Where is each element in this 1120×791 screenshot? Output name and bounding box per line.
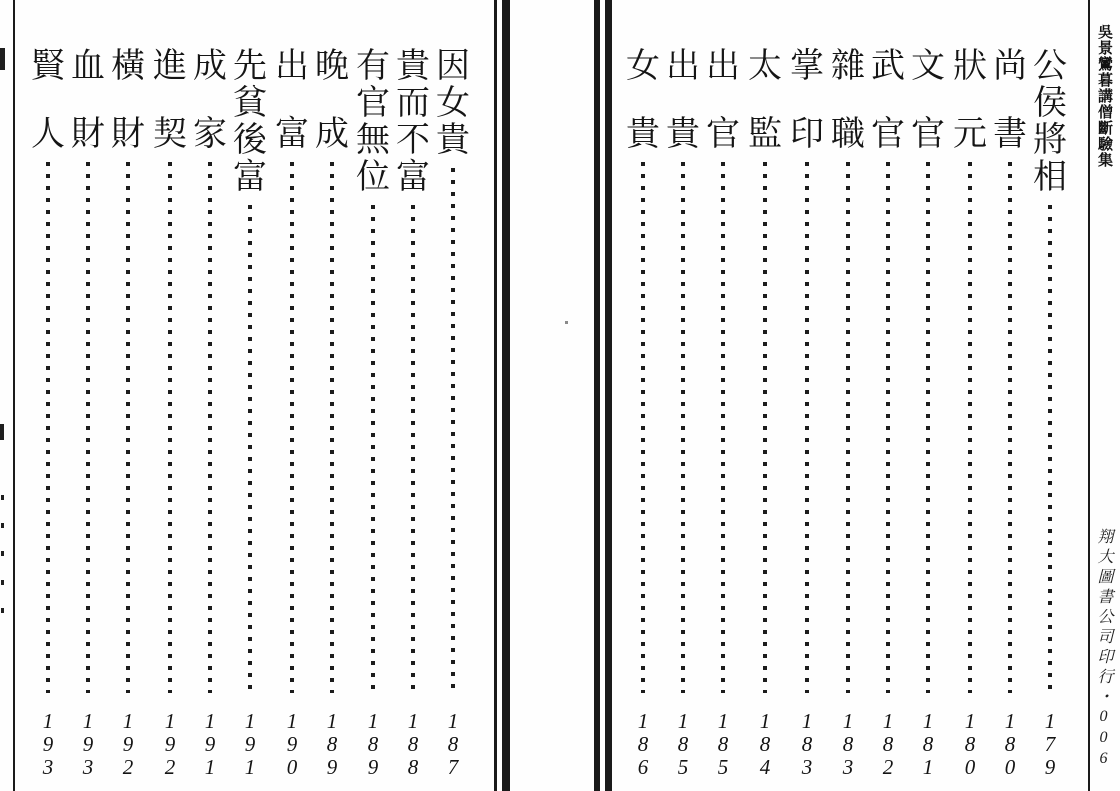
toc-entry-title [704, 48, 742, 153]
page-number-digit: 1 [1004, 709, 1016, 733]
toc-entry-title [788, 48, 826, 153]
toc-title-char: 貴 [666, 116, 700, 153]
page-number [327, 699, 338, 785]
toc-title-char: 元 [953, 116, 987, 153]
dotted-leader [411, 205, 415, 693]
dotted-leader [968, 162, 972, 693]
toc-title-char: 富 [233, 159, 267, 196]
toc-title-char: 晚 [315, 48, 349, 85]
toc-title-char: 人 [31, 116, 65, 153]
page-number-digit: 8 [367, 732, 379, 756]
page-number-digit: 0 [286, 755, 298, 779]
dotted-leader [721, 162, 725, 693]
toc-entry-title [909, 48, 947, 153]
page-number-digit: 7 [1044, 732, 1056, 756]
toc-entry-title [151, 48, 189, 153]
page-number [923, 699, 934, 785]
toc-title-char: 後 [233, 122, 267, 159]
toc-title-char: 家 [193, 116, 227, 153]
page-edge-fragment [1, 523, 4, 528]
page-number-digit: 8 [964, 732, 976, 756]
dotted-leader [805, 162, 809, 693]
page-number-digit: 9 [286, 732, 298, 756]
page-number-digit: 8 [407, 755, 419, 779]
toc-title-char: 雜 [831, 48, 865, 85]
toc-title-char: 先 [233, 48, 267, 85]
toc-entry-title [991, 48, 1029, 153]
page-number-digit: 8 [326, 732, 338, 756]
dotted-leader [290, 162, 294, 693]
page-number-digit: 0 [1004, 755, 1016, 779]
toc-entry-left-5 [231, 48, 269, 785]
toc-entry-title [434, 48, 472, 159]
page-number-digit: 9 [204, 732, 216, 756]
toc-title-char: 因 [436, 48, 470, 85]
page-edge-fragment [0, 48, 5, 70]
gutter-speck [565, 321, 568, 324]
toc-entry-title [231, 48, 269, 196]
page-number [883, 699, 894, 785]
page-number-digit: 7 [447, 755, 459, 779]
toc-title-char: 官 [706, 116, 740, 153]
page-number-digit: 1 [326, 709, 338, 733]
toc-title-char: 出 [666, 48, 700, 85]
page-number-digit: 9 [1044, 755, 1056, 779]
toc-entry-left-9 [69, 48, 107, 785]
toc-title-char: 女 [626, 48, 660, 85]
toc-entry-title [29, 48, 67, 153]
toc-title-char: 富 [396, 159, 430, 196]
toc-entry-title [829, 48, 867, 153]
page-number-digit: 1 [637, 709, 649, 733]
page-number-digit: 8 [717, 732, 729, 756]
toc-entry-right-8 [704, 48, 742, 785]
toc-entry-left-3 [313, 48, 351, 785]
page-number [408, 699, 419, 785]
dotted-leader [248, 205, 252, 693]
page-number [448, 699, 459, 785]
dotted-leader [126, 162, 130, 693]
page-number-digit: 1 [882, 709, 894, 733]
toc-entry-left-7 [151, 48, 189, 785]
dotted-leader [86, 162, 90, 693]
toc-entry-right-0 [1031, 48, 1069, 785]
toc-title-char: 出 [706, 48, 740, 85]
right-margin-rule [1088, 0, 1090, 791]
toc-title-char: 進 [153, 48, 187, 85]
toc-entry-right-1 [991, 48, 1029, 785]
page-number-digit: 1 [964, 709, 976, 733]
page-number [678, 699, 689, 785]
toc-title-char: 賢 [31, 48, 65, 85]
toc-entry-left-8 [109, 48, 147, 785]
page-number-digit: 1 [717, 709, 729, 733]
toc-entry-left-6 [191, 48, 229, 785]
left-edge-rule [13, 0, 15, 791]
toc-title-char: 貴 [626, 116, 660, 153]
page-number-digit: 2 [122, 755, 134, 779]
page-number-digit: 1 [204, 755, 216, 779]
toc-entry-right-5 [829, 48, 867, 785]
toc-title-char: 狀 [953, 48, 987, 85]
page-number [83, 699, 94, 785]
page-number [205, 699, 216, 785]
page-number-digit: 1 [922, 755, 934, 779]
page-number-digit: 3 [801, 755, 813, 779]
toc-entry-left-0 [434, 48, 472, 785]
page-number-digit: 8 [882, 732, 894, 756]
page-number-digit: 3 [42, 755, 54, 779]
page-number-digit: 9 [244, 732, 256, 756]
gutter-rule-thin-left [494, 0, 497, 791]
page-number-digit: 4 [759, 755, 771, 779]
dotted-leader [681, 162, 685, 693]
page-number-digit: 1 [244, 709, 256, 733]
toc-entry-right-3 [909, 48, 947, 785]
toc-entry-left-10 [29, 48, 67, 785]
toc-title-char: 官 [871, 116, 905, 153]
toc-entry-left-1 [394, 48, 432, 785]
page-number-digit: 1 [204, 709, 216, 733]
page-number-digit: 9 [82, 732, 94, 756]
page-number [245, 699, 256, 785]
page-number-digit: 9 [164, 732, 176, 756]
toc-title-char: 貧 [233, 85, 267, 122]
dotted-leader [330, 162, 334, 693]
toc-title-char: 書 [993, 116, 1027, 153]
toc-entry-right-10 [624, 48, 662, 785]
page-number [1005, 699, 1016, 785]
page-number-digit: 1 [677, 709, 689, 733]
toc-entry-title [1031, 48, 1069, 196]
toc-title-char: 而 [396, 85, 430, 122]
book-title-vertical: 吳景鸞暮講僧斷驗集 [1096, 24, 1112, 168]
page-number-digit: 3 [82, 755, 94, 779]
toc-title-char: 成 [315, 116, 349, 153]
toc-entry-title [624, 48, 662, 153]
page-number-digit: 8 [637, 732, 649, 756]
dotted-leader [371, 205, 375, 693]
page-number-digit: 5 [677, 755, 689, 779]
page-edge-fragment [0, 424, 4, 440]
toc-title-char: 血 [71, 48, 105, 85]
toc-entry-right-9 [664, 48, 702, 785]
dotted-leader [451, 168, 455, 693]
page-number [760, 699, 771, 785]
toc-entry-title [109, 48, 147, 153]
gutter-rule-thin-right [605, 0, 612, 791]
toc-title-char: 無 [356, 122, 390, 159]
toc-title-char: 橫 [111, 48, 145, 85]
toc-entry-title [394, 48, 432, 196]
toc-title-char: 富 [275, 116, 309, 153]
page-number-digit: 1 [244, 755, 256, 779]
toc-title-char: 公 [1033, 48, 1067, 85]
toc-title-char: 相 [1033, 159, 1067, 196]
toc-entry-left-4 [273, 48, 311, 785]
gutter-rule-thick-left [502, 0, 510, 791]
page-number-digit: 2 [164, 755, 176, 779]
toc-title-char: 契 [153, 116, 187, 153]
toc-entry-title [869, 48, 907, 153]
toc-entry-title [664, 48, 702, 153]
page-number [1045, 699, 1056, 785]
page-number-digit: 2 [882, 755, 894, 779]
toc-entry-title [746, 48, 784, 153]
toc-title-char: 貴 [436, 122, 470, 159]
toc-entry-title [354, 48, 392, 196]
toc-title-char: 財 [111, 116, 145, 153]
toc-title-char: 掌 [790, 48, 824, 85]
toc-title-char: 印 [790, 116, 824, 153]
toc-title-char: 有 [356, 48, 390, 85]
toc-entry-title [273, 48, 311, 153]
page-number [843, 699, 854, 785]
page-edge-fragment [1, 551, 4, 556]
toc-title-char: 出 [275, 48, 309, 85]
page-number [43, 699, 54, 785]
page-number-digit: 1 [801, 709, 813, 733]
toc-title-char: 不 [396, 122, 430, 159]
dotted-leader [846, 162, 850, 693]
page-number-digit: 8 [677, 732, 689, 756]
dotted-leader [1048, 205, 1052, 693]
page-number-digit: 8 [407, 732, 419, 756]
page-number [287, 699, 298, 785]
toc-title-char: 職 [831, 116, 865, 153]
page-number-digit: 1 [164, 709, 176, 733]
toc-entry-right-4 [869, 48, 907, 785]
toc-title-char: 官 [911, 116, 945, 153]
toc-entry-title [191, 48, 229, 153]
dotted-leader [168, 162, 172, 693]
dotted-leader [886, 162, 890, 693]
dotted-leader [926, 162, 930, 693]
page-number-digit: 8 [447, 732, 459, 756]
page-number-digit: 9 [367, 755, 379, 779]
page-number-digit: 5 [717, 755, 729, 779]
toc-title-char: 官 [356, 85, 390, 122]
page-number-digit: 1 [447, 709, 459, 733]
page-number [368, 699, 379, 785]
toc-entry-right-2 [951, 48, 989, 785]
page-number-digit: 1 [82, 709, 94, 733]
page-number-digit: 1 [42, 709, 54, 733]
toc-title-char: 監 [748, 116, 782, 153]
page-number [965, 699, 976, 785]
page-number [802, 699, 813, 785]
page-number [165, 699, 176, 785]
page-number [123, 699, 134, 785]
toc-entry-right-7 [746, 48, 784, 785]
toc-title-char: 女 [436, 85, 470, 122]
page-number-digit: 9 [326, 755, 338, 779]
toc-entry-left-2 [354, 48, 392, 785]
page-number-digit: 8 [842, 732, 854, 756]
page-number-digit: 1 [1044, 709, 1056, 733]
publisher-imprint-vertical: 翔大圖書公司印行・006 [1095, 528, 1112, 771]
dotted-leader [46, 162, 50, 693]
page-number-digit: 1 [407, 709, 419, 733]
dotted-leader [208, 162, 212, 693]
gutter-rule-thick-right [594, 0, 600, 791]
toc-entry-title [313, 48, 351, 153]
page-number-digit: 8 [759, 732, 771, 756]
toc-title-char: 財 [71, 116, 105, 153]
toc-title-char: 將 [1033, 122, 1067, 159]
page-number-digit: 1 [922, 709, 934, 733]
toc-entry-right-6 [788, 48, 826, 785]
toc-title-char: 文 [911, 48, 945, 85]
page-edge-fragment [1, 495, 4, 500]
page-number-digit: 1 [367, 709, 379, 733]
page-number-digit: 8 [1004, 732, 1016, 756]
toc-title-char: 位 [356, 159, 390, 196]
toc-entry-title [69, 48, 107, 153]
page-number [638, 699, 649, 785]
dotted-leader [641, 162, 645, 693]
page-number-digit: 1 [286, 709, 298, 733]
page-number-digit: 8 [922, 732, 934, 756]
page-edge-fragment [1, 608, 4, 613]
toc-title-char: 貴 [396, 48, 430, 85]
page-number-digit: 9 [122, 732, 134, 756]
toc-title-char: 太 [748, 48, 782, 85]
page-number-digit: 1 [122, 709, 134, 733]
page-number-digit: 1 [759, 709, 771, 733]
page-number-digit: 3 [842, 755, 854, 779]
toc-title-char: 武 [871, 48, 905, 85]
page-edge-fragment [1, 580, 4, 585]
toc-title-char: 尚 [993, 48, 1027, 85]
page-number [718, 699, 729, 785]
page-number-digit: 0 [964, 755, 976, 779]
page-number-digit: 1 [842, 709, 854, 733]
page-number-digit: 9 [42, 732, 54, 756]
page-number-digit: 8 [801, 732, 813, 756]
page-number-digit: 6 [637, 755, 649, 779]
toc-entry-title [951, 48, 989, 153]
toc-title-char: 成 [193, 48, 227, 85]
dotted-leader [1008, 162, 1012, 693]
toc-title-char: 侯 [1033, 85, 1067, 122]
dotted-leader [763, 162, 767, 693]
